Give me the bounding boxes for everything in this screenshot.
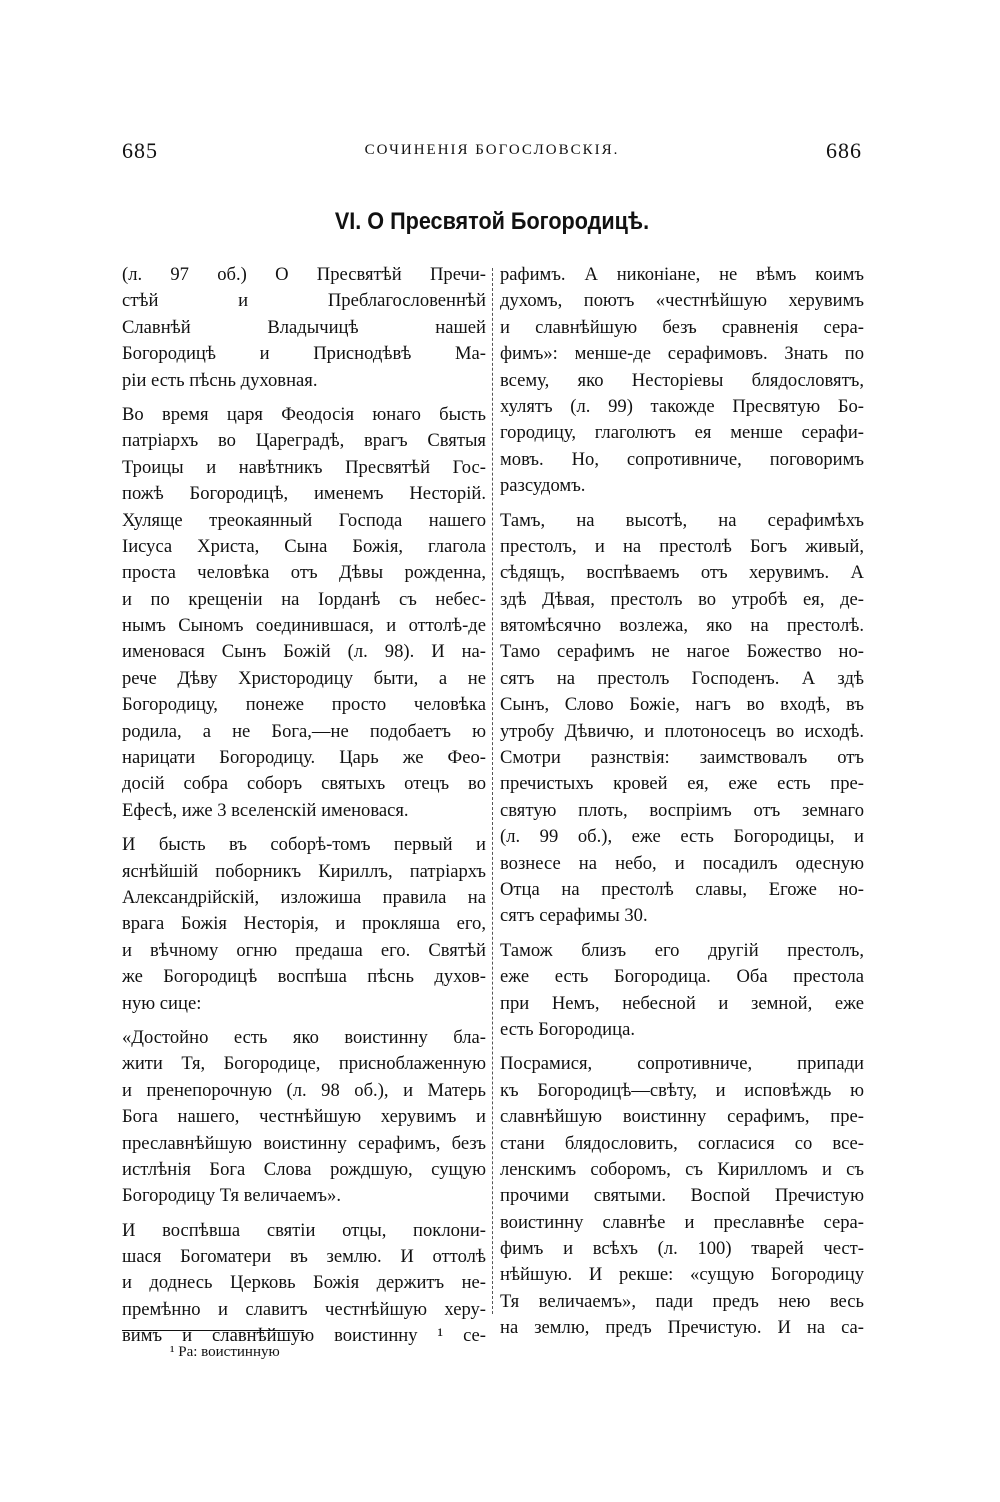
text-line: есть Богородица. xyxy=(500,1018,635,1040)
text-line: фимъ и всѣхъ (л. 100) тварей чест- xyxy=(500,1238,864,1260)
text-line: Александрійскій, изложиша правила на xyxy=(122,886,486,908)
text-line: ную сице: xyxy=(122,992,202,1014)
text-line: же Богородицѣ воспѣша пѣснь духов- xyxy=(122,966,486,988)
text-line: на землю, предъ Пречистую. И на са- xyxy=(500,1317,864,1339)
paragraph-gap xyxy=(500,1043,864,1051)
text-line: Тя величаемъ», пади предъ нею весь xyxy=(500,1290,864,1312)
text-line: воистинну славнѣе и преславнѣе сера- xyxy=(500,1211,864,1233)
paragraph-gap xyxy=(122,1210,486,1218)
text-line: преславнѣйшую воистинну серафимъ, безъ xyxy=(122,1132,486,1154)
text-line: шася Богоматери въ землю. И оттолѣ xyxy=(122,1246,486,1268)
text-line: нарицати Богородицу. Царь же Фео- xyxy=(122,747,486,769)
text-line: разсудомъ. xyxy=(500,475,586,497)
text-line: Посрамися, сопротивниче, припади xyxy=(500,1053,864,1075)
text-line: сѣдящъ, воспѣваемъ отъ херувимъ. А xyxy=(500,562,864,584)
text-line: Сынъ, Слово Божіе, нагъ во входѣ, въ xyxy=(500,694,864,716)
text-line: городицу, глаголютъ ея менше серафи- xyxy=(500,422,864,444)
text-line: вознесе на небо, и посадилъ одесную xyxy=(500,852,864,874)
text-line: Тамъ, на высотѣ, на серафимѣхъ xyxy=(500,509,864,531)
text-line: И воспѣвша святіи отцы, поклони- xyxy=(122,1219,486,1241)
text-line: Бога нашего, честнѣйшую херувимъ и xyxy=(122,1106,486,1128)
page-number-right: 686 xyxy=(826,138,862,163)
text-line: Во время царя Феодосія юнаго бысть xyxy=(122,403,486,425)
text-line: яснѣйшій поборникъ Кириллъ, патріархъ xyxy=(122,860,486,882)
text-line: мовъ. Но, сопротивниче, поговоримъ xyxy=(500,448,864,470)
text-line: славнѣйшую воистинну серафимъ, пре- xyxy=(500,1106,864,1128)
text-line: вятомѣсячно возлежа, яко на престолѣ. xyxy=(500,615,864,637)
text-line: и славнѣйшую безъ сравненія сера- xyxy=(500,316,864,338)
text-line: духомъ, поютъ «честнѣйшую херувимъ xyxy=(500,290,864,312)
text-line: Іисуса Христа, Сына Божія, глагола xyxy=(122,535,486,557)
paragraph-gap xyxy=(122,1017,486,1025)
text-line: И бысть въ соборѣ-томъ первый и xyxy=(122,834,486,856)
text-line: истлѣнія Бога Слова рождшую, сущую xyxy=(122,1158,486,1180)
text-line: прочими святыми. Воспой Пречистую xyxy=(500,1185,864,1207)
text-line: проста человѣка отъ Дѣвы рожденна, xyxy=(122,562,486,584)
text-line: Тамож близъ его другій престолъ, xyxy=(500,939,864,961)
text-line: Троицы и навѣтникъ Пресвятѣй Гос- xyxy=(122,456,486,478)
text-line: ленскимъ соборомъ, съ Кирилломъ и съ xyxy=(500,1158,864,1180)
page-number-left: 685 xyxy=(122,138,158,163)
text-line: при Немъ, небесной и земной, еже xyxy=(500,992,864,1014)
text-line: пожѣ Богородицѣ, именемъ Несторій. xyxy=(122,483,486,505)
text-line: (л. 97 об.) О Пресвятѣй Пречи- xyxy=(122,264,486,285)
text-line: и пренепорочную (л. 98 об.), и Матерь xyxy=(122,1079,486,1101)
text-line: Отца на престолѣ славы, Егоже но- xyxy=(500,878,864,900)
text-line: ріи есть пѣснь духовная. xyxy=(122,369,318,391)
text-line: вимъ и славнѣйшую воистинну ¹ се- xyxy=(122,1325,486,1347)
text-line: Богородицу Тя величаемъ». xyxy=(122,1185,341,1207)
running-title: СОЧИНЕНІЯ БОГОСЛОВСКІЯ. xyxy=(364,142,620,158)
text-line: сятъ серафимы 30. xyxy=(500,905,648,927)
text-line: «Достойно есть яко воистинну бла- xyxy=(122,1026,486,1048)
text-line: утробу Дѣвичю, и плотоносецъ во исходѣ. xyxy=(500,720,864,742)
text-line: святую плоть, воспріимъ отъ земнаго xyxy=(500,799,864,821)
text-line: жити Тя, Богородице, присноблаженную xyxy=(122,1053,486,1075)
footnote: ¹ Ра: воистинную xyxy=(170,1344,280,1360)
text-line: Богородицу, понеже просто человѣка xyxy=(122,694,486,716)
paragraph-gap xyxy=(122,824,486,832)
text-line: патріархъ во Цареградѣ, врагъ Святыя xyxy=(122,430,486,452)
text-line: и по крещеніи на Іорданѣ съ небес- xyxy=(122,588,486,610)
text-line: Смотри разнствія: заимствовалъ отъ xyxy=(500,747,864,769)
chapter-title: VI. О Пресвятой Богородицѣ. xyxy=(334,208,650,235)
text-line: врага Божія Несторія, и прокляша его, xyxy=(122,913,486,935)
text-line: рече Дѣву Христородицу быти, а не xyxy=(122,667,486,689)
text-line: Ефесѣ, иже 3 вселенскій именовася. xyxy=(122,799,409,821)
text-line: родила, а не Бога,—не подобаетъ ю xyxy=(122,720,486,742)
text-line: и доднесь Церковь Божія держитъ не- xyxy=(122,1272,486,1294)
text-line: стани блядословить, согласися со все- xyxy=(500,1132,864,1154)
paragraph-gap xyxy=(500,500,864,508)
text-line: (л. 99 об.), еже есть Богородицы, и xyxy=(500,826,864,848)
text-line: стѣй и Преблагословеннѣй xyxy=(122,290,486,312)
text-line: престолъ, и на престолѣ Богъ живый, xyxy=(500,535,864,557)
right-column xyxy=(500,262,864,1342)
column-divider xyxy=(492,268,493,1314)
left-column xyxy=(122,262,486,1350)
text-line: пречистыхъ кровей ея, еже есть пре- xyxy=(500,773,864,795)
text-line: Славнѣй Владычицѣ нашей xyxy=(122,316,486,338)
text-line: рафимъ. А никоніане, не вѣмъ коимъ xyxy=(500,264,864,285)
text-line: хулятъ (л. 99) такожде Пресвятую Бо- xyxy=(500,395,864,417)
text-line: нымъ Сыномъ соединившася, и оттолѣ-де xyxy=(122,615,486,637)
text-line: всему, яко Несторіевы блядословятъ, xyxy=(500,369,864,391)
text-line: именовася Сынъ Божій (л. 98). И на- xyxy=(122,641,486,663)
text-line: Тамо серафимъ не нагое Божество но- xyxy=(500,641,864,663)
text-line: къ Богородицѣ—свѣту, и исповѣждь ю xyxy=(500,1079,864,1101)
text-line: нѣйшую. И рекше: «сущую Богородицу xyxy=(500,1264,864,1286)
running-head xyxy=(122,138,862,168)
text-line: фимъ»: менше-де серафимовъ. Знать по xyxy=(500,343,864,365)
text-line: Богородицѣ и Приснодѣвѣ Ма- xyxy=(122,343,486,365)
text-line: здѣ Дѣвая, престолъ во утробѣ ея, де- xyxy=(500,588,864,610)
text-line: премѣнно и славитъ честнѣйшую херу- xyxy=(122,1298,486,1320)
paragraph-gap xyxy=(500,930,864,938)
footnote-rule xyxy=(122,1330,304,1331)
text-line: и вѣчному огню предаша его. Святѣй xyxy=(122,939,486,961)
text-line: Хуляще треокаянный Господа нашего xyxy=(122,509,486,531)
text-line: досій собра соборъ святыхъ отецъ во xyxy=(122,773,486,795)
text-line: сятъ на престолъ Господенъ. А здѣ xyxy=(500,667,864,689)
text-line: еже есть Богородица. Оба престола xyxy=(500,966,864,988)
paragraph-gap xyxy=(122,394,486,402)
